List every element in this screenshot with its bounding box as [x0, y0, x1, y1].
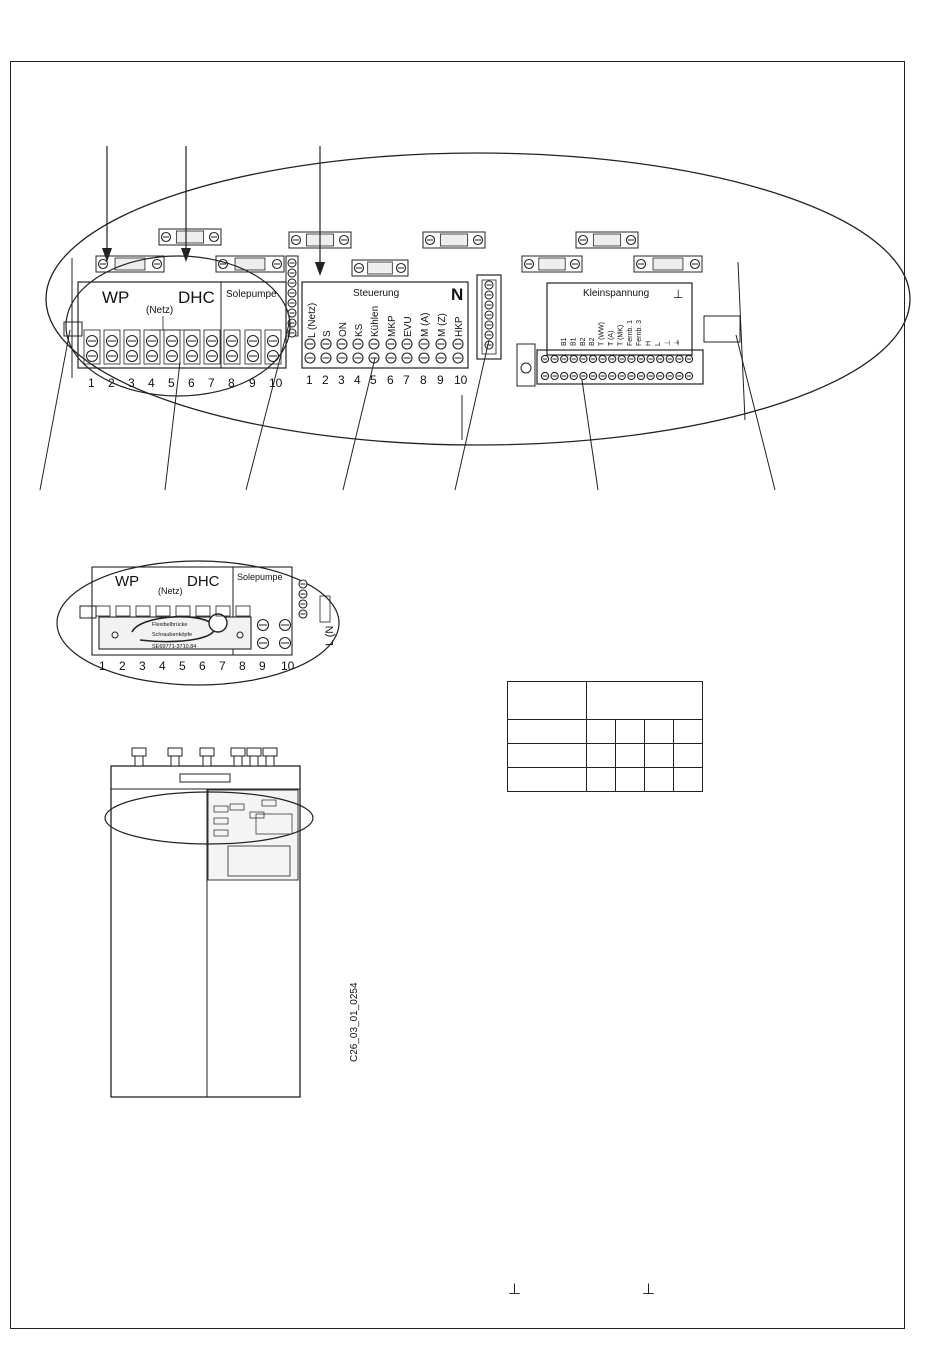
- terminal-screw-top: [268, 336, 279, 347]
- lv-screw-bottom: [570, 372, 577, 379]
- lv-screw-bottom: [657, 372, 664, 379]
- table-cell: [674, 768, 703, 792]
- terminal-screw-bottom: [107, 351, 118, 362]
- cable-clamp: [634, 256, 702, 272]
- low-voltage-label: B1: [570, 337, 578, 346]
- bridge-terminal-number: 7: [219, 659, 226, 673]
- bridge-earth-screw: [299, 610, 307, 618]
- terminal-screw-bottom: [127, 351, 138, 362]
- control-screw-top: [453, 339, 463, 349]
- table-row: [508, 744, 703, 768]
- clamp-screw-right: [273, 260, 282, 269]
- control-screw-bottom: [337, 353, 347, 363]
- bridge-label-wp: WP: [115, 573, 140, 590]
- pipe-cap: [263, 748, 277, 756]
- lv-screw-top: [647, 355, 654, 362]
- terminal-screw-bottom: [227, 351, 238, 362]
- cable-clamp: [352, 260, 408, 276]
- terminal-screw-top: [187, 336, 198, 347]
- control-terminal-label: HKP: [454, 316, 465, 337]
- clamp-screw-right: [340, 236, 349, 245]
- lv-screw-bottom: [647, 372, 654, 379]
- lv-screw-top: [599, 355, 606, 362]
- earth-screw: [288, 289, 296, 297]
- clamp-screw-right: [627, 236, 636, 245]
- terminal-screw-top: [207, 336, 218, 347]
- label-netz: (Netz): [146, 305, 174, 316]
- clamp-screw-left: [355, 264, 364, 273]
- control-screw-top: [337, 339, 347, 349]
- clamp-screw-left: [99, 260, 108, 269]
- lv-screw-bottom: [541, 372, 548, 379]
- earth-screw: [288, 279, 296, 287]
- neutral-screw: [485, 291, 493, 299]
- clamp-strap: [176, 231, 203, 243]
- table-cell: [645, 720, 674, 744]
- power-terminal-number: 10: [269, 376, 283, 390]
- cable-clamp: [576, 232, 638, 248]
- bridge-terminal-number: 9: [259, 659, 266, 673]
- low-voltage-screws: [541, 355, 692, 379]
- pipe-stem: [234, 756, 242, 766]
- lv-mount-screw: [521, 363, 531, 373]
- neutral-screw: [485, 311, 493, 319]
- lv-screw-bottom: [637, 372, 644, 379]
- label-solepumpe: Solepumpe: [226, 289, 277, 300]
- table-cell: [645, 768, 674, 792]
- control-screw-bottom: [321, 353, 331, 363]
- bridge-terminal-cap: [196, 606, 210, 616]
- bridge-label-solepumpe: Solepumpe: [237, 572, 283, 582]
- terminal-screw-bottom: [87, 351, 98, 362]
- clamp-screw-right: [210, 233, 219, 242]
- power-terminal-number: 2: [108, 376, 115, 390]
- low-voltage-label: L: [655, 342, 662, 346]
- cable-clamp: [159, 229, 221, 245]
- terminal-screw-top: [127, 336, 138, 347]
- low-voltage-label: T (A): [608, 330, 615, 346]
- control-terminal-number: 3: [338, 373, 345, 387]
- pipe-stem: [266, 756, 274, 766]
- control-terminal-number: 10: [454, 373, 468, 387]
- clamp-screw-left: [162, 233, 171, 242]
- lv-screw-bottom: [551, 372, 558, 379]
- clamp-strap: [653, 258, 683, 270]
- table-row: [508, 720, 703, 744]
- control-screws: [305, 339, 463, 363]
- terminal-screw-bottom: [207, 351, 218, 362]
- bridge-plate-text-1: Flexibelbrücke: [152, 622, 188, 628]
- pipe-cap: [247, 748, 261, 756]
- bridge-detail: [57, 561, 339, 685]
- device-overview: [105, 748, 360, 1097]
- bridge-terminal-number: 2: [119, 659, 126, 673]
- bridge-terminal-cap: [96, 606, 110, 616]
- lv-screw-top: [570, 355, 577, 362]
- cable-clamp: [423, 232, 485, 248]
- control-terminal-label: S: [322, 330, 333, 337]
- lv-screw-bottom: [609, 372, 616, 379]
- lv-screw-top: [580, 355, 587, 362]
- earth-screws: [288, 259, 296, 337]
- bridge-terminal-cap: [136, 606, 150, 616]
- lv-screw-top: [676, 355, 683, 362]
- device-pipe-connectors: [132, 748, 277, 766]
- bridge-label-netz: (Netz): [158, 586, 183, 596]
- bridge-earth-screw: [299, 590, 307, 598]
- earth-screw: [288, 269, 296, 277]
- cable-clamp: [216, 256, 284, 272]
- label-l-netz: L (Netz): [307, 302, 318, 338]
- low-voltage-label: B2: [579, 337, 587, 346]
- neutral-screw: [485, 281, 493, 289]
- control-terminal-label: KS: [354, 323, 365, 337]
- lv-screw-top: [609, 355, 616, 362]
- bridge-label-dhc: DHC: [187, 573, 220, 590]
- table-cell: [508, 744, 587, 768]
- arrow-head: [181, 248, 191, 262]
- table-cell: [616, 744, 645, 768]
- control-screw-top: [353, 339, 363, 349]
- lv-screw-top: [541, 355, 548, 362]
- clamp-strap: [593, 234, 620, 246]
- bridge-terminal-number: 10: [281, 659, 295, 673]
- neutral-screw: [485, 331, 493, 339]
- control-screw-top: [321, 339, 331, 349]
- bridge-terminal-number: 4: [159, 659, 166, 673]
- control-screw-top: [436, 339, 446, 349]
- table-cell: [616, 720, 645, 744]
- table-cell: [674, 720, 703, 744]
- table-cell: [674, 744, 703, 768]
- bridge-plate-text-2: Schraubenköpfe: [152, 632, 193, 638]
- terminal-screw-top: [227, 336, 238, 347]
- pipe-cap: [132, 748, 146, 756]
- neutral-screws: [485, 281, 493, 349]
- low-voltage-label: ⊥: [664, 339, 672, 346]
- power-screws: [84, 330, 281, 364]
- low-voltage-labels: [561, 320, 681, 346]
- power-terminal-number: 8: [228, 376, 235, 390]
- leader-line: [736, 335, 775, 490]
- lv-screw-bottom: [589, 372, 596, 379]
- cable-clamp: [522, 256, 582, 272]
- control-terminal-number: 9: [437, 373, 444, 387]
- assignment-table: [507, 681, 703, 792]
- control-terminal-labels: [322, 306, 465, 337]
- pipe-stem: [203, 756, 211, 766]
- bridge-terminal-number: 5: [179, 659, 186, 673]
- lv-screw-top: [666, 355, 673, 362]
- pipe-cap: [168, 748, 182, 756]
- terminal-screw-top: [147, 336, 158, 347]
- power-terminal-number: 4: [148, 376, 155, 390]
- clamp-screw-left: [637, 260, 646, 269]
- terminal-screw-top: [87, 336, 98, 347]
- lv-screw-top: [685, 355, 692, 362]
- control-terminal-label: ON: [338, 322, 349, 337]
- label-wp: WP: [102, 288, 130, 307]
- bridge-earth-screw: [299, 600, 307, 608]
- lv-screw-bottom: [599, 372, 606, 379]
- lv-screw-top: [657, 355, 664, 362]
- lv-screw-top: [637, 355, 644, 362]
- power-terminal-number: 1: [88, 376, 95, 390]
- clamp-strap: [235, 258, 265, 270]
- figure-code: C26_03_01_0254: [349, 982, 360, 1062]
- device-top-slot: [180, 774, 230, 782]
- low-voltage-label: Fernb. 1: [626, 319, 634, 346]
- terminal-screw-top: [167, 336, 178, 347]
- housing-edge-right: [738, 262, 745, 420]
- clamp-screw-right: [571, 260, 580, 269]
- low-voltage-label: T (MK): [617, 324, 625, 346]
- control-terminal-label: Kühlen: [370, 305, 381, 337]
- terminal-screw-bottom: [187, 351, 198, 362]
- control-screw-top: [369, 339, 379, 349]
- control-screw-bottom: [419, 353, 429, 363]
- control-terminal-numbers: [306, 373, 468, 387]
- control-terminal-number: 6: [387, 373, 394, 387]
- bridge-screw-head: [209, 614, 227, 632]
- low-voltage-label: B2: [589, 337, 597, 346]
- leader-line: [582, 380, 598, 490]
- bridge-plate-text-3: SE69771-3710.84: [152, 644, 197, 650]
- power-terminal-number: 7: [208, 376, 215, 390]
- earth-screw: [288, 299, 296, 307]
- lv-mount-bracket: [517, 344, 535, 386]
- power-terminal-number: 6: [188, 376, 195, 390]
- pipe-stem: [135, 756, 143, 766]
- control-terminal-number: 7: [403, 373, 410, 387]
- lv-screw-top: [628, 355, 635, 362]
- control-screw-bottom: [305, 353, 315, 363]
- bridge-terminal-number: 3: [139, 659, 146, 673]
- bridge-terminal-cap: [116, 606, 130, 616]
- label-kleinspannung: Kleinspannung: [583, 288, 650, 299]
- table-cell: [508, 768, 587, 792]
- clamp-screw-right: [397, 264, 406, 273]
- control-screw-top: [386, 339, 396, 349]
- control-screw-top: [402, 339, 412, 349]
- control-screw-bottom: [353, 353, 363, 363]
- lv-screw-bottom: [580, 372, 587, 379]
- table-cell: [508, 682, 587, 720]
- main-terminal-detail: [40, 146, 910, 490]
- clamp-screw-right: [474, 236, 483, 245]
- table-cell: [508, 720, 587, 744]
- control-screw-top: [419, 339, 429, 349]
- pipe-cap: [200, 748, 214, 756]
- terminal-screw-top: [248, 336, 259, 347]
- control-terminal-label: M (Z): [437, 313, 448, 337]
- footer-ground-symbol-2: ⊥: [642, 1281, 656, 1298]
- control-terminal-label: M (A): [420, 312, 431, 337]
- neutral-screw: [485, 321, 493, 329]
- device-open-compartment: [208, 790, 298, 880]
- table-row: [508, 682, 703, 720]
- table-cell: [587, 682, 703, 720]
- earth-screw: [288, 259, 296, 267]
- table-cell: [587, 720, 616, 744]
- power-terminal-number: 3: [128, 376, 135, 390]
- clamp-screw-right: [691, 260, 700, 269]
- table-row: [508, 768, 703, 792]
- lv-screw-top: [551, 355, 558, 362]
- bridge-terminal-number: 1: [99, 659, 106, 673]
- arrow-head: [315, 262, 325, 276]
- clamp-strap: [539, 258, 565, 270]
- bridge-terminal-cap: [156, 606, 170, 616]
- clamp-screw-left: [426, 236, 435, 245]
- label-n: N: [451, 285, 464, 304]
- lv-screw-top: [589, 355, 596, 362]
- control-terminal-label: EVU: [403, 316, 414, 337]
- lv-screw-bottom: [685, 372, 692, 379]
- clamp-screw-left: [525, 260, 534, 269]
- table-cell: [587, 744, 616, 768]
- low-voltage-label: B1: [561, 337, 568, 346]
- bridge-terminal-cap: [236, 606, 250, 616]
- leader-line: [40, 330, 70, 490]
- control-terminal-number: 8: [420, 373, 427, 387]
- lv-screw-bottom: [561, 372, 568, 379]
- bridge-strain-relief: [80, 606, 96, 618]
- bridge-terminal-number: 6: [199, 659, 206, 673]
- control-screw-bottom: [386, 353, 396, 363]
- power-terminal-number: 9: [249, 376, 256, 390]
- bridge-screw-top: [258, 620, 269, 631]
- label-dhc: DHC: [178, 288, 215, 307]
- control-terminal-number: 5: [370, 373, 377, 387]
- bridge-terminal-number: 8: [239, 659, 246, 673]
- terminal-screw-bottom: [147, 351, 158, 362]
- bridge-earth-screw: [299, 580, 307, 588]
- pipe-stem: [171, 756, 179, 766]
- clamp-strap: [440, 234, 467, 246]
- control-screw-bottom: [402, 353, 412, 363]
- strain-relief-right: [704, 316, 740, 342]
- bridge-terminal-cap: [176, 606, 190, 616]
- control-terminal-number: 2: [322, 373, 329, 387]
- clamp-strap: [368, 262, 393, 274]
- bridge-screw-bottom: [280, 638, 291, 649]
- bridge-screw-bottom: [258, 638, 269, 649]
- clamp-screw-right: [153, 260, 162, 269]
- bridge-partial-label: L (N: [324, 625, 336, 646]
- low-voltage-label: Fernb. 3: [636, 319, 644, 346]
- control-screw-bottom: [453, 353, 463, 363]
- low-voltage-label: T (WW): [598, 322, 606, 346]
- clamp-screw-left: [292, 236, 301, 245]
- label-steuerung: Steuerung: [353, 288, 400, 299]
- bridge-screw-top: [280, 620, 291, 631]
- bridge-terminal-numbers: [99, 659, 295, 673]
- lv-screw-bottom: [676, 372, 683, 379]
- table-cell: [587, 768, 616, 792]
- low-voltage-label: ⊥̶: [673, 339, 681, 346]
- table-cell: [616, 768, 645, 792]
- control-terminal-label: MKP: [387, 315, 398, 337]
- lv-screw-top: [561, 355, 568, 362]
- pipe-cap: [231, 748, 245, 756]
- low-voltage-label: H: [645, 340, 653, 346]
- lv-screw-bottom: [666, 372, 673, 379]
- control-terminal-number: 4: [354, 373, 361, 387]
- control-terminal-number: 1: [306, 373, 313, 387]
- terminal-screw-top: [107, 336, 118, 347]
- terminal-screw-bottom: [167, 351, 178, 362]
- control-screw-top: [305, 339, 315, 349]
- pipe-stem: [250, 756, 258, 766]
- footer-ground-symbol-1: ⊥: [508, 1281, 522, 1298]
- lv-screw-top: [618, 355, 625, 362]
- control-screw-bottom: [436, 353, 446, 363]
- clamp-screw-left: [579, 236, 588, 245]
- label-ground-symbol: ⊥: [673, 287, 684, 301]
- power-terminal-number: 5: [168, 376, 175, 390]
- lv-screw-bottom: [628, 372, 635, 379]
- terminal-screw-bottom: [248, 351, 259, 362]
- neutral-screw: [485, 301, 493, 309]
- lv-screw-bottom: [618, 372, 625, 379]
- table-cell: [645, 744, 674, 768]
